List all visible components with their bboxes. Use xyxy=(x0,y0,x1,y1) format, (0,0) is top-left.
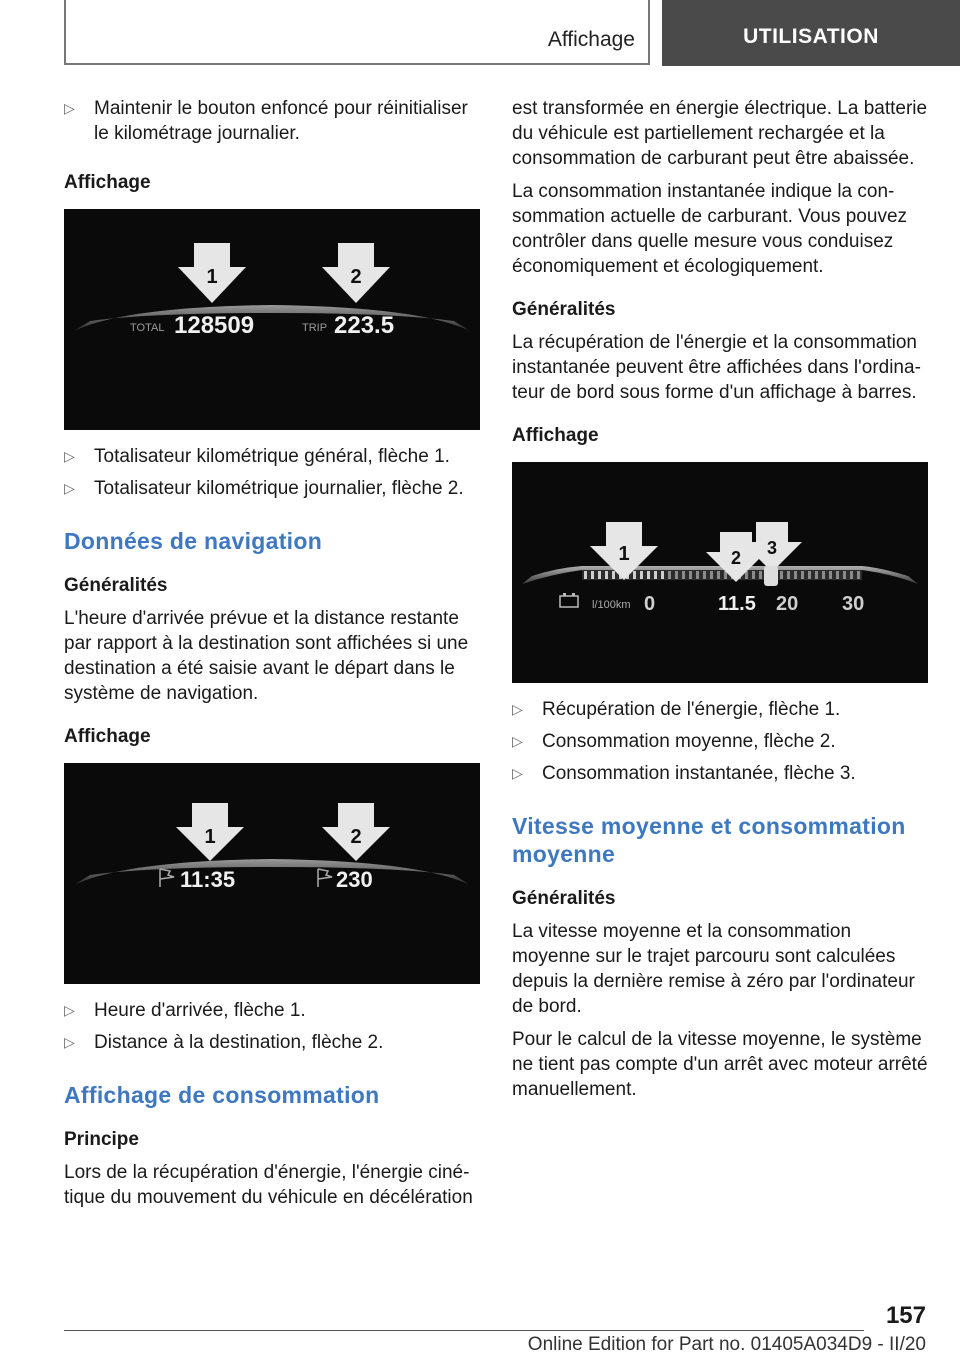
arrow-3-number: 3 xyxy=(766,538,778,558)
average-paragraph: La vitesse moyenne et la consommation moyenne sur le trajet parcouru sont calculées depuis la dernière remise à zéro par l'ordinateur de bord. xyxy=(512,921,915,1017)
bar-tick xyxy=(787,571,790,579)
heading-consumption-display: Affichage de consommation xyxy=(64,1082,380,1108)
bar-tick xyxy=(605,571,608,579)
list-item xyxy=(512,697,930,722)
heading-navigation-data: Données de navigation xyxy=(64,528,323,554)
bullet-text: Totalisateur kilométrique journalier, flèche 2. xyxy=(94,478,464,499)
list-item xyxy=(64,998,482,1023)
heading-average-speed: Vitesse moyenne et consommation moyenne xyxy=(512,813,906,867)
instant-consumption-paragraph: La consommation instantanée indique la consommation actuelle de carburant. Vous pouvez contrôler dans quelle mesure vous conduisez économiquement et écologiquement. xyxy=(512,181,908,277)
bar-tick xyxy=(808,571,811,579)
consumption-figure xyxy=(512,462,928,683)
subheading-affichage: Affichage xyxy=(64,726,151,747)
bar-tick xyxy=(584,571,587,579)
subheading-generalites: Généralités xyxy=(512,888,616,909)
bullet-text: Récupération de l'énergie, flèche 1. xyxy=(542,699,841,720)
triangle-bullet-icon: ▷ xyxy=(512,765,523,781)
bullet-text: Distance à la destination, flèche 2. xyxy=(94,1032,384,1053)
bar-tick xyxy=(689,571,692,579)
footer-rule xyxy=(64,1330,864,1331)
bar-tick xyxy=(780,571,783,579)
bullet-text: Consommation moyenne, flèche 2. xyxy=(542,731,836,752)
arrow-1-number: 1 xyxy=(204,826,216,848)
navigation-figure xyxy=(64,763,480,984)
odometer-display-graphic xyxy=(64,209,480,430)
total-value: 128509 xyxy=(174,312,255,339)
subheading-generalites: Généralités xyxy=(512,299,616,320)
bar-tick xyxy=(843,571,846,579)
bar-tick xyxy=(759,571,762,579)
flag-icon xyxy=(318,869,332,887)
bar-tick xyxy=(682,571,685,579)
triangle-bullet-icon: ▷ xyxy=(64,448,75,464)
bar-tick xyxy=(703,571,706,579)
scale-label-20: 20 xyxy=(776,593,799,615)
header-rule-bottom xyxy=(64,63,650,65)
scale-label-0: 0 xyxy=(644,593,656,615)
arrow-1-number: 1 xyxy=(618,543,630,565)
list-item xyxy=(64,476,482,501)
energy-paragraph: est transformée en énergie électrique. La batterie du véhicule est partiellement rechargée et la consommation de carburant peut être abaissée. xyxy=(512,98,928,169)
bar-tick xyxy=(661,571,664,579)
bar-tick xyxy=(654,571,657,579)
trip-value: 223.5 xyxy=(334,312,395,339)
average-consumption-value: 11.5 xyxy=(718,593,756,615)
unit-label: l/100km xyxy=(592,599,631,611)
bar-tick xyxy=(801,571,804,579)
subheading-principe: Principe xyxy=(64,1129,139,1150)
header-section-title: Affichage xyxy=(547,28,635,51)
bar-tick xyxy=(752,571,755,579)
triangle-bullet-icon: ▷ xyxy=(64,1002,75,1018)
triangle-bullet-icon: ▷ xyxy=(64,480,75,496)
bar-display-paragraph: La récupération de l'énergie et la consommation instantanée peuvent être affichées dans l'ordinateur de bord sous forme d'un affichage à barres. xyxy=(512,332,921,403)
navigation-paragraph: L'heure d'arrivée prévue et la distance restante par rapport à la destination sont affichées si une destination a été saisie avant le départ dans le système de navigation. xyxy=(64,608,469,704)
arrival-time-value: 11:35 xyxy=(180,867,236,892)
bar-tick xyxy=(857,571,860,579)
average-speed-paragraph: Pour le calcul de la vitesse moyenne, le système ne tient pas compte d'un arrêt avec moteur arrêté manuellement. xyxy=(512,1029,928,1100)
display-band xyxy=(74,859,470,885)
subheading-affichage: Affichage xyxy=(64,172,151,193)
list-item xyxy=(64,96,482,146)
header-chapter-tab: UTILISATION xyxy=(662,0,960,66)
bar-tick xyxy=(640,571,643,579)
scale-label-30: 30 xyxy=(842,593,865,615)
bar-tick xyxy=(850,571,853,579)
bar-tick xyxy=(822,571,825,579)
bar-tick xyxy=(612,571,615,579)
header-rule-left xyxy=(64,0,66,64)
bar-tick xyxy=(717,571,720,579)
trip-label: TRIP xyxy=(302,322,328,334)
principe-paragraph: Lors de la récupération d'énergie, l'énergie cinétique du mouvement du véhicule en décélération xyxy=(64,1162,473,1208)
triangle-bullet-icon: ▷ xyxy=(512,701,523,717)
page-number: 157 xyxy=(885,1302,926,1329)
bar-tick xyxy=(633,571,636,579)
left-column xyxy=(64,96,482,1218)
triangle-bullet-icon: ▷ xyxy=(512,733,523,749)
subheading-affichage: Affichage xyxy=(512,425,599,446)
bar-tick xyxy=(829,571,832,579)
bullet-text: Maintenir le bouton enfoncé pour réinitialiser le kilométrage journalier. xyxy=(94,98,468,144)
consumption-display-graphic xyxy=(512,462,928,683)
bar-tick xyxy=(710,571,713,579)
header-rule-mid xyxy=(648,0,650,64)
list-item xyxy=(512,761,930,786)
right-column xyxy=(512,96,930,1110)
bullet-text: Consommation instantanée, flèche 3. xyxy=(542,763,856,784)
subheading-generalites: Généralités xyxy=(64,575,168,596)
bar-tick xyxy=(836,571,839,579)
navigation-display-graphic xyxy=(64,763,480,984)
arrow-2-number: 2 xyxy=(350,826,362,848)
footer-edition: Online Edition for Part no. 01405A034D9 - II/20 xyxy=(527,1334,926,1355)
battery-icon xyxy=(560,593,578,607)
arrow-2-number: 2 xyxy=(350,266,362,288)
arrow-1-number: 1 xyxy=(206,266,218,288)
distance-value: 230 xyxy=(336,867,373,892)
bar-tick xyxy=(696,571,699,579)
instant-consumption-needle xyxy=(764,566,778,586)
bar-tick xyxy=(668,571,671,579)
bullet-text: Heure d'arrivée, flèche 1. xyxy=(94,1000,306,1021)
bar-tick xyxy=(794,571,797,579)
list-item xyxy=(64,1030,482,1055)
bullet-text: Totalisateur kilométrique général, flèche 1. xyxy=(94,446,450,467)
bar-tick xyxy=(675,571,678,579)
bar-tick xyxy=(815,571,818,579)
flag-icon xyxy=(160,869,174,887)
bar-tick xyxy=(598,571,601,579)
triangle-bullet-icon: ▷ xyxy=(64,1034,75,1050)
triangle-bullet-icon: ▷ xyxy=(64,100,75,116)
total-label: TOTAL xyxy=(130,322,165,334)
odometer-figure xyxy=(64,209,480,430)
list-item xyxy=(64,444,482,469)
arrow-2-number: 2 xyxy=(730,548,742,568)
bar-tick xyxy=(647,571,650,579)
bar-tick xyxy=(591,571,594,579)
list-item xyxy=(512,729,930,754)
